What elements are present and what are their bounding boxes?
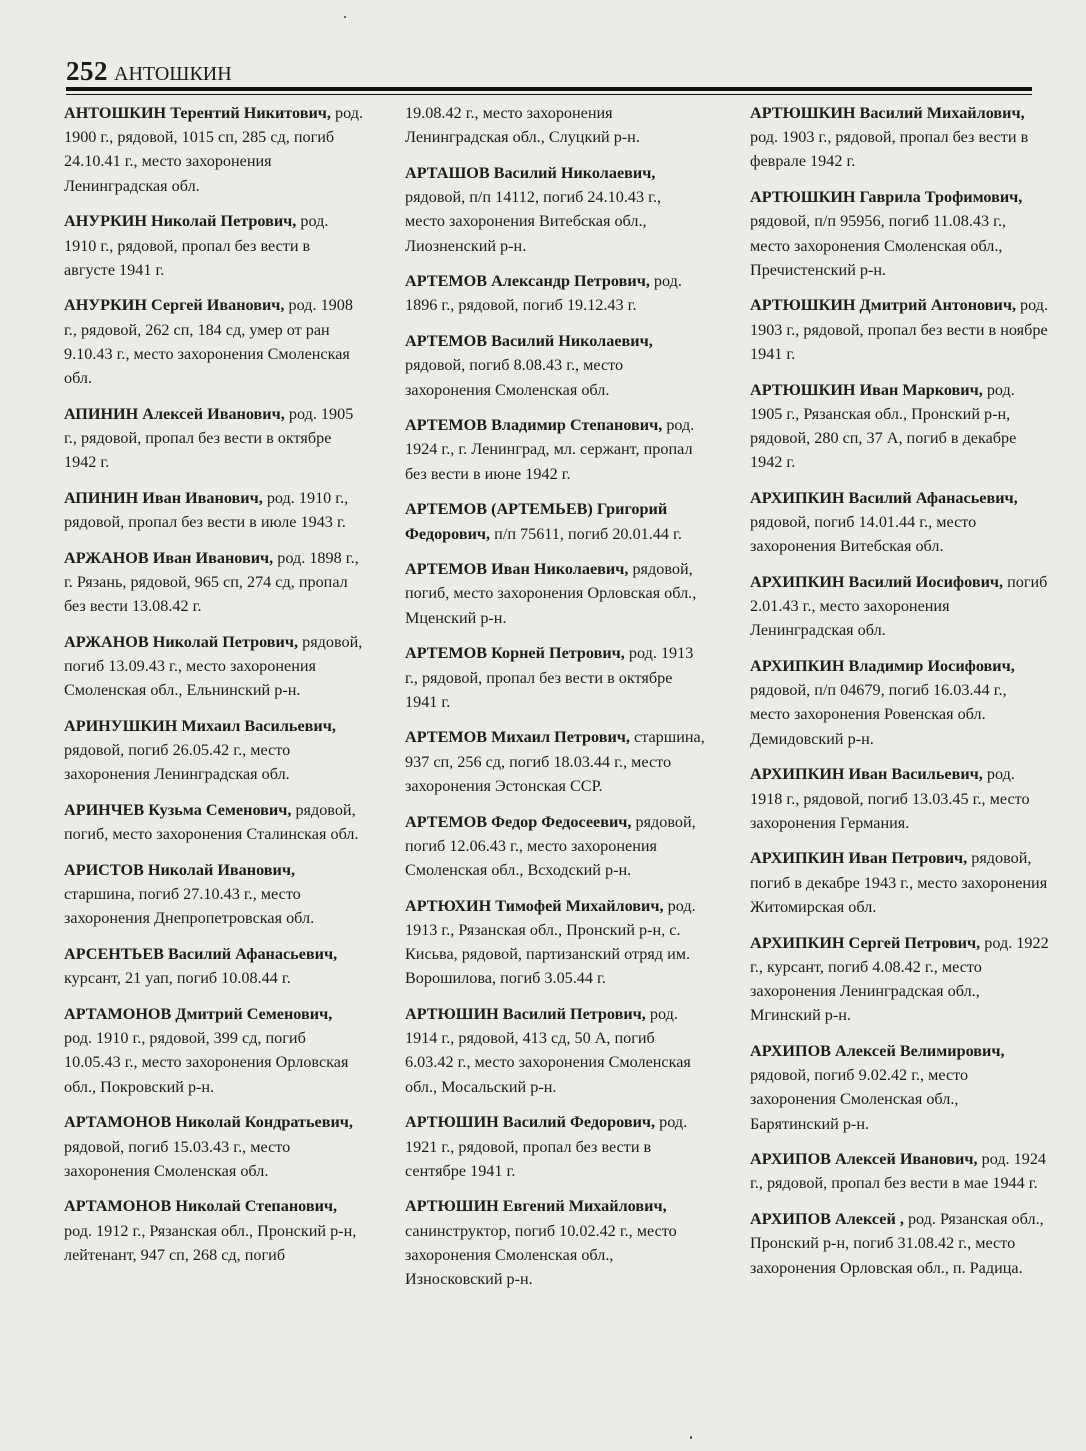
entry-text: рядовой, погиб, место захоронения Сталинская обл. bbox=[64, 801, 359, 844]
entry-name: АРСЕНТЬЕВ Василий Афанасьевич, bbox=[64, 945, 338, 964]
entry-name: АРТАМОНОВ Дмитрий Семенович, bbox=[64, 1005, 333, 1023]
entry bbox=[750, 185, 1050, 282]
entry-name: АРХИПКИН Иван Васильевич, bbox=[750, 765, 983, 784]
entry-name: АРХИПОВ Алексей , bbox=[750, 1210, 904, 1229]
entry-name: АНТОШКИН Терентий Никитович, bbox=[64, 104, 331, 122]
running-head: АНТОШКИН bbox=[114, 63, 232, 85]
entry-name: АРТАМОНОВ Николай Степанович, bbox=[64, 1197, 338, 1216]
page-header bbox=[66, 56, 1032, 87]
entry-name: АРТЮШИН Василий Федорович, bbox=[405, 1113, 656, 1132]
entry-name: АРИСТОВ Николай Иванович, bbox=[64, 860, 296, 879]
entry-text: погиб 2.01.43 г., место захоронения Ленинградская обл. bbox=[750, 572, 1048, 640]
entry bbox=[405, 329, 705, 402]
entry bbox=[750, 293, 1050, 366]
entry bbox=[405, 557, 705, 630]
entry-text: род. 1900 г., рядовой, 1015 сп, 285 сд, погиб 24.10.41 г., место захоронения Ленинградская обл. bbox=[64, 104, 364, 195]
entry-name: АРЖАНОВ Иван Иванович, bbox=[64, 548, 274, 567]
page-number: 252 bbox=[66, 56, 108, 86]
entry bbox=[64, 1194, 364, 1267]
entry-name: АРХИПКИН Василий Иосифович, bbox=[750, 572, 1004, 591]
entry-name: АРТЕМОВ Василий Николаевич, bbox=[405, 332, 653, 351]
entry bbox=[405, 725, 705, 798]
entry-name: АРЖАНОВ Николай Петрович, bbox=[64, 632, 299, 651]
entry-text: род. 1903 г., рядовой, пропал без вести в феврале 1942 г. bbox=[750, 128, 1029, 171]
entry-text: род. 1922 г., курсант, погиб 4.08.42 г., место захоронения Ленинградская обл., Мгинский р-н. bbox=[750, 933, 1049, 1025]
entry bbox=[750, 762, 1050, 835]
entry-text: род. 1908 г., рядовой, 262 сп, 184 сд, умер от ран 9.10.43 г., место захоронения Смоленская обл. bbox=[64, 296, 353, 388]
entry-name: АРТЮШИН Евгений Михайлович, bbox=[405, 1197, 667, 1216]
entry bbox=[64, 942, 364, 990]
entry-name: АРХИПКИН Василий Афанасьевич, bbox=[750, 488, 1018, 507]
entry-name: АРТЮШКИН Василий Михайлович, bbox=[750, 104, 1025, 122]
entry-text: род. 1903 г., рядовой, пропал без вести в ноябре 1941 г. bbox=[750, 296, 1049, 363]
entry bbox=[64, 209, 364, 282]
entry-text: род. 1910 г., рядовой, пропал без вести в июле 1943 г. bbox=[64, 488, 349, 532]
entry-text: род. 1910 г., рядовой, пропал без вести в августе 1941 г. bbox=[64, 212, 329, 279]
entry-name: АРТЕМОВ Федор Федосеевич, bbox=[405, 812, 632, 831]
entry-text: рядовой, погиб, место захоронения Орловская обл., Мценский р-н. bbox=[405, 560, 697, 627]
entry bbox=[750, 378, 1050, 475]
entry bbox=[405, 894, 705, 991]
entry-name: АРТЕМОВ Александр Петрович, bbox=[405, 272, 650, 291]
entry-name: АРТЕМОВ Владимир Степанович, bbox=[405, 416, 663, 435]
entry-text: род. 1913 г., рядовой, пропал без вести в октябре 1941 г. bbox=[405, 644, 694, 711]
entry bbox=[64, 714, 364, 787]
entry-text: род. 1913 г., Рязанская обл., Пронский р-н, с. Кисьва, рядовой, партизанский отряд им. Ворошилова, погиб 3.05.44 г. bbox=[405, 896, 696, 988]
entry bbox=[405, 269, 705, 317]
entry-text: рядовой, погиб 13.09.43 г., место захоронения Смоленская обл., Ельнинский р-н. bbox=[64, 632, 363, 700]
entry bbox=[64, 546, 364, 619]
entry-name: АНУРКИН Сергей Иванович, bbox=[64, 296, 285, 315]
header-rule-thick bbox=[66, 87, 1032, 91]
entry bbox=[750, 486, 1050, 559]
entry-text: рядовой, п/п 14112, погиб 24.10.43 г., место захоронения Витебская обл., Лиозненский р-н. bbox=[405, 188, 662, 255]
entry-text: рядовой, п/п 95956, погиб 11.08.43 г., место захоронения Смоленская обл., Пречистенский р-н. bbox=[750, 212, 1007, 279]
entry-text: род. 1924 г., г. Ленинград, мл. сержант, пропал без вести в июне 1942 г. bbox=[405, 416, 695, 483]
entry bbox=[750, 1147, 1050, 1195]
entry-text: род. 1912 г., Рязанская обл., Пронский р-н, лейтенант, 947 сп, 268 сд, погиб bbox=[64, 1221, 357, 1264]
entry-text: род. 1924 г., рядовой, пропал без вести в мае 1944 г. bbox=[750, 1150, 1047, 1193]
entry bbox=[405, 413, 705, 486]
column-1 bbox=[64, 101, 364, 1279]
entry bbox=[64, 486, 364, 534]
entry-name: АРТАМОНОВ Николай Кондратьевич, bbox=[64, 1113, 353, 1132]
entry-text: рядовой, погиб 9.02.42 г., место захоронения Смоленская обл., Барятинский р-н. bbox=[750, 1066, 969, 1133]
entry-text: санинструктор, погиб 10.02.42 г., место захоронения Смоленская обл., Износковский р-н. bbox=[405, 1221, 677, 1289]
entry-name: АРТЮШКИН Иван Маркович, bbox=[750, 380, 983, 399]
entry bbox=[405, 1002, 705, 1099]
entry-name: АРТЮШКИН Гаврила Трофимович, bbox=[750, 188, 1023, 207]
entry-name: АПИНИН Иван Иванович, bbox=[64, 488, 263, 507]
entry-text: рядовой, погиб 12.06.43 г., место захоронения Смоленская обл., Всходский р-н. bbox=[405, 812, 696, 879]
entry-name: АНУРКИН Николай Петрович, bbox=[64, 212, 297, 231]
header-rule-thin bbox=[66, 94, 1032, 95]
entry bbox=[405, 101, 705, 149]
entry bbox=[64, 1110, 364, 1183]
entry bbox=[750, 846, 1050, 919]
entry bbox=[64, 1002, 364, 1099]
entry-name: АРХИПОВ Алексей Велимирович, bbox=[750, 1041, 1005, 1060]
entry bbox=[405, 641, 705, 714]
entry bbox=[64, 858, 364, 931]
entry-text: род. Рязанская обл., Пронский р-н, погиб 31.08.42 г., место захоронения Орловская обл., п. Радица. bbox=[750, 1210, 1044, 1277]
entry bbox=[750, 1207, 1050, 1280]
entry-text: род. 1896 г., рядовой, погиб 19.12.43 г. bbox=[405, 272, 682, 315]
entry-text: род. 1898 г., г. Рязань, рядовой, 965 сп, 274 сд, пропал без вести 13.08.42 г. bbox=[64, 548, 359, 616]
entry bbox=[750, 570, 1050, 643]
entry-text: 19.08.42 г., место захоронения Ленинградская обл., Слуцкий р-н. bbox=[405, 104, 640, 147]
entry bbox=[405, 161, 705, 258]
speck-mark bbox=[344, 16, 346, 18]
entry-name: АРТЮШИН Василий Петрович, bbox=[405, 1005, 646, 1023]
entry-text: рядовой, погиб 8.08.43 г., место захоронения Смоленская обл. bbox=[405, 356, 624, 399]
entry bbox=[750, 654, 1050, 751]
entry-text: род. 1921 г., рядовой, пропал без вести в сентябре 1941 г. bbox=[405, 1113, 688, 1180]
entry-text: п/п 75611, погиб 20.01.44 г. bbox=[490, 524, 682, 543]
entry-text: рядовой, погиб в декабре 1943 г., место захоронения Житомирская обл. bbox=[750, 849, 1048, 916]
entry-text: рядовой, погиб 14.01.44 г., место захоронения Витебская обл. bbox=[750, 513, 977, 556]
entry-name: АРТАШОВ Василий Николаевич, bbox=[405, 163, 656, 182]
entry bbox=[405, 497, 705, 545]
entry bbox=[64, 293, 364, 390]
entry-text: род. 1905 г., Рязанская обл., Пронский р-н, рядовой, 280 сп, 37 А, погиб в декабре 1942 г. bbox=[750, 380, 1017, 472]
entry-name: АРТЕМОВ Михаил Петрович, bbox=[405, 728, 630, 747]
entry bbox=[405, 810, 705, 883]
entry bbox=[750, 101, 1050, 174]
entry-text: рядовой, погиб 26.05.42 г., место захоронения Ленинградская обл. bbox=[64, 741, 291, 784]
entry bbox=[64, 101, 364, 198]
entry-name: АРИНУШКИН Михаил Васильевич, bbox=[64, 716, 336, 735]
entry bbox=[64, 402, 364, 475]
entry-name: АПИНИН Алексей Иванович, bbox=[64, 404, 285, 423]
entry-text: род. 1918 г., рядовой, погиб 13.03.45 г., место захоронения Германия. bbox=[750, 765, 1030, 832]
entry-text: рядовой, погиб 15.03.43 г., место захоронения Смоленская обл. bbox=[64, 1137, 291, 1180]
entry-text: род. 1910 г., рядовой, 399 сд, погиб 10.05.43 г., место захоронения Орловская обл., Покровский р-н. bbox=[64, 1029, 349, 1096]
entry-name: АРХИПКИН Иван Петрович, bbox=[750, 849, 968, 868]
entry-name: АРИНЧЕВ Кузьма Семенович, bbox=[64, 801, 292, 820]
entry-name: АРХИПОВ Алексей Иванович, bbox=[750, 1150, 978, 1169]
speck-mark bbox=[690, 1436, 692, 1439]
entry bbox=[750, 931, 1050, 1028]
entry-text: рядовой, п/п 04679, погиб 16.03.44 г., место захоронения Ровенская обл. Демидовский р-н. bbox=[750, 681, 1007, 748]
entry-text: старшина, погиб 27.10.43 г., место захоронения Днепропетровская обл. bbox=[64, 885, 315, 928]
entry bbox=[64, 630, 364, 703]
entry-name: АРТЮХИН Тимофей Михайлович, bbox=[405, 896, 664, 915]
entry-name: АРХИПКИН Владимир Иосифович, bbox=[750, 657, 1015, 676]
entry-name: АРХИПКИН Сергей Петрович, bbox=[750, 933, 981, 952]
entry-name: АРТЕМОВ (АРТЕМЬЕВ) Григорий Федорович, bbox=[405, 500, 668, 543]
column-2 bbox=[405, 101, 705, 1303]
entry-text: курсант, 21 уап, погиб 10.08.44 г. bbox=[64, 969, 291, 988]
entry bbox=[405, 1194, 705, 1291]
entry-name: АРТЮШКИН Дмитрий Антонович, bbox=[750, 296, 1016, 315]
column-3 bbox=[750, 101, 1050, 1291]
entry-text: род. 1905 г., рядовой, пропал без вести в октябре 1942 г. bbox=[64, 404, 354, 472]
entry bbox=[750, 1039, 1050, 1136]
entry bbox=[405, 1110, 705, 1183]
entry-text: старшина, 937 сп, 256 сд, погиб 18.03.44 г., место захоронения Эстонская ССР. bbox=[405, 728, 705, 795]
entry bbox=[64, 798, 364, 846]
entry-name: АРТЕМОВ Иван Николаевич, bbox=[405, 560, 629, 579]
entry-name: АРТЕМОВ Корней Петрович, bbox=[405, 644, 625, 663]
entry-text: род. 1914 г., рядовой, 413 сд, 50 А, погиб 6.03.42 г., место захоронения Смоленская обл., Мосальский р-н. bbox=[405, 1005, 691, 1096]
